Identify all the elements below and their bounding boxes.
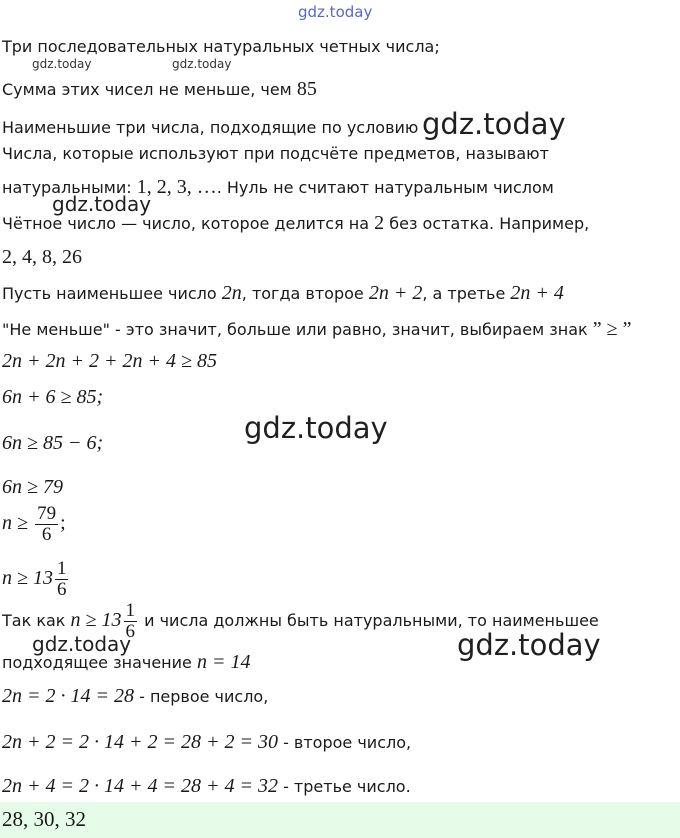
problem-question-line: Наименьшие три числа, подходящие по условию: [2, 118, 419, 137]
answer-highlight: [0, 802, 680, 838]
even-examples-line: 2, 4, 8, 26: [2, 246, 82, 268]
text: - первое число,: [134, 687, 269, 706]
math-sequence: 1, 2, 3, …: [136, 176, 217, 198]
denominator: 6: [125, 621, 136, 642]
math-number: 85: [296, 78, 317, 100]
text: , тогда второе: [241, 284, 369, 303]
math-expression: n ≥ 13: [2, 567, 53, 589]
text: Чётное число — число, которое делится на: [2, 214, 375, 233]
denominator: 6: [56, 579, 67, 600]
math-expression: n ≥ 13: [70, 609, 122, 631]
fraction: [124, 601, 138, 642]
equation-fraction-line: [2, 503, 66, 545]
math-expression: 2n + 4: [510, 282, 564, 304]
text: Пусть наименьшее число: [2, 284, 222, 303]
first-number-line: [2, 685, 268, 708]
math-expression: 2n = 2 · 14 = 28: [2, 685, 134, 707]
text: ;: [60, 512, 66, 534]
definition-line: Числа, которые используют при подсчёте предметов, называют: [2, 144, 549, 163]
text: и числа должны быть натуральными, то наименьшее: [139, 611, 599, 630]
problem-sum-line: [2, 78, 317, 101]
text: - третье число.: [277, 777, 411, 796]
second-number-line: [2, 731, 411, 754]
watermark-large: gdz.today: [244, 411, 388, 445]
text: подходящее значение: [2, 653, 197, 672]
watermark-large: gdz.today: [422, 107, 566, 141]
fraction: [55, 559, 69, 600]
third-number-line: [2, 775, 411, 798]
smallest-value-line: [2, 651, 250, 674]
answer: 28, 30, 32: [2, 807, 86, 831]
numerator: 1: [56, 558, 67, 579]
math-expression: 2n + 4 = 2 · 14 + 4 = 28 + 4 = 32: [2, 775, 278, 797]
math-expression: 2n + 2: [368, 282, 423, 304]
equation-line: 6n + 6 ≥ 85;: [2, 386, 104, 408]
watermark-small: gdz.today: [172, 57, 232, 71]
watermark-large: gdz.today: [457, 628, 601, 662]
watermark-small: gdz.today: [32, 57, 92, 71]
math-expression: n = 14: [196, 651, 251, 673]
fraction: [35, 504, 58, 545]
math-expression: 2n: [221, 282, 242, 304]
text: Так как: [2, 611, 71, 630]
watermark-medium: gdz.today: [52, 192, 152, 216]
problem-statement-line: Три последовательных натуральных четных числа;: [2, 37, 440, 56]
even-number-definition-line: [2, 212, 589, 235]
text: . Нуль не считают натуральным числом: [216, 178, 554, 197]
text: - второе число,: [277, 733, 412, 752]
text: без остатка. Например,: [384, 214, 590, 233]
equation-line: 6n ≥ 79: [2, 476, 63, 498]
text: Сумма этих чисел не меньше, чем: [2, 80, 297, 99]
equation-line: 6n ≥ 85 − 6;: [2, 432, 104, 454]
numerator: 1: [125, 600, 136, 621]
math-expression: 2n + 2 = 2 · 14 + 2 = 28 + 2 = 30: [2, 731, 278, 753]
math-number: 2: [374, 212, 385, 234]
math-expression: n ≥: [2, 512, 28, 534]
text: "Не меньше" - это значит, больше или равно, значит, выбираем знак: [2, 320, 593, 339]
sign-choice-line: [2, 318, 631, 341]
text: , а третье: [422, 284, 511, 303]
watermark-top: gdz.today: [298, 3, 373, 21]
watermark-medium: gdz.today: [32, 632, 132, 656]
conclusion-line: [2, 600, 599, 642]
equation-line: 2n + 2n + 2 + 2n + 4 ≥ 85: [2, 350, 217, 372]
text: натуральными:: [2, 178, 137, 197]
denominator: 6: [41, 524, 52, 545]
natural-numbers-line: [2, 176, 554, 199]
variable-assignment-line: [2, 282, 564, 305]
equation-mixed-number-line: [2, 558, 70, 600]
numerator: 79: [37, 503, 57, 524]
math-sign: ” ≥ ”: [592, 318, 632, 340]
